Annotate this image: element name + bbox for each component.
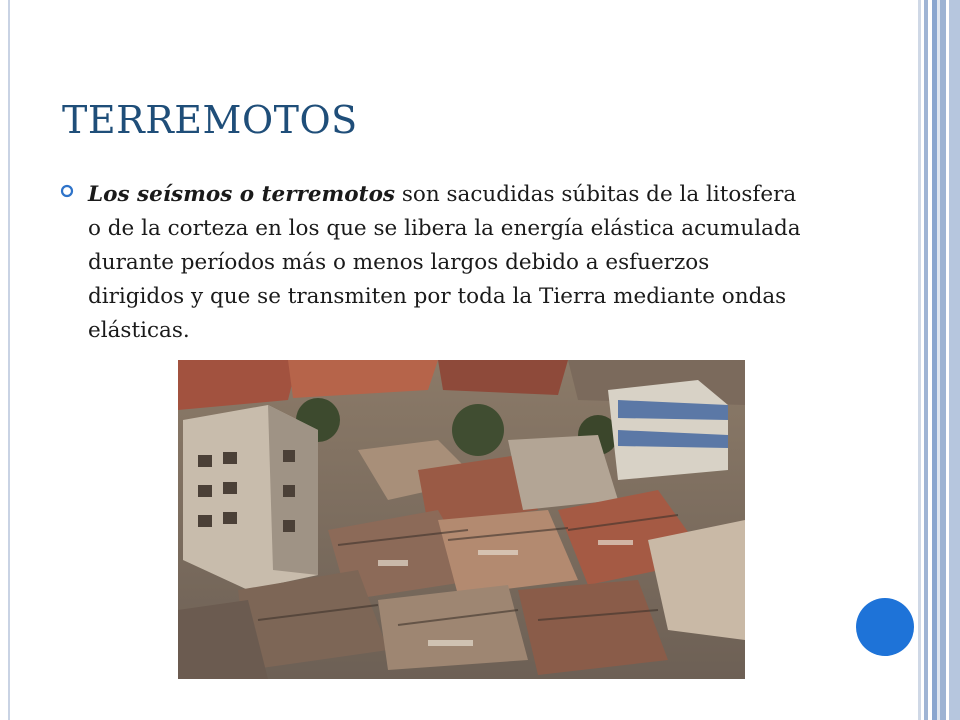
bullet-body: son sacudidas súbitas de la litosfera o de la corteza en los que se libera la energía elástica acumulada durante períodos más o menos largos debido a esfuerzos dirigidos y que se transmiten por toda la Tierra mediante ondas elásticas. [88, 182, 801, 343]
right-decorative-stripes [918, 0, 960, 720]
circle-bullet-icon [60, 184, 74, 198]
earthquake-rubble-photo [178, 360, 745, 679]
left-frame-line [8, 0, 10, 720]
bullet-item [60, 178, 810, 348]
decorative-blue-circle [856, 598, 914, 656]
earthquake-rubble-photo-icon [178, 360, 745, 679]
slide-title: TERREMOTOS [62, 98, 358, 142]
bullet-paragraph [88, 178, 810, 348]
bullet-emphasis: Los seísmos o terremotos [88, 182, 396, 207]
